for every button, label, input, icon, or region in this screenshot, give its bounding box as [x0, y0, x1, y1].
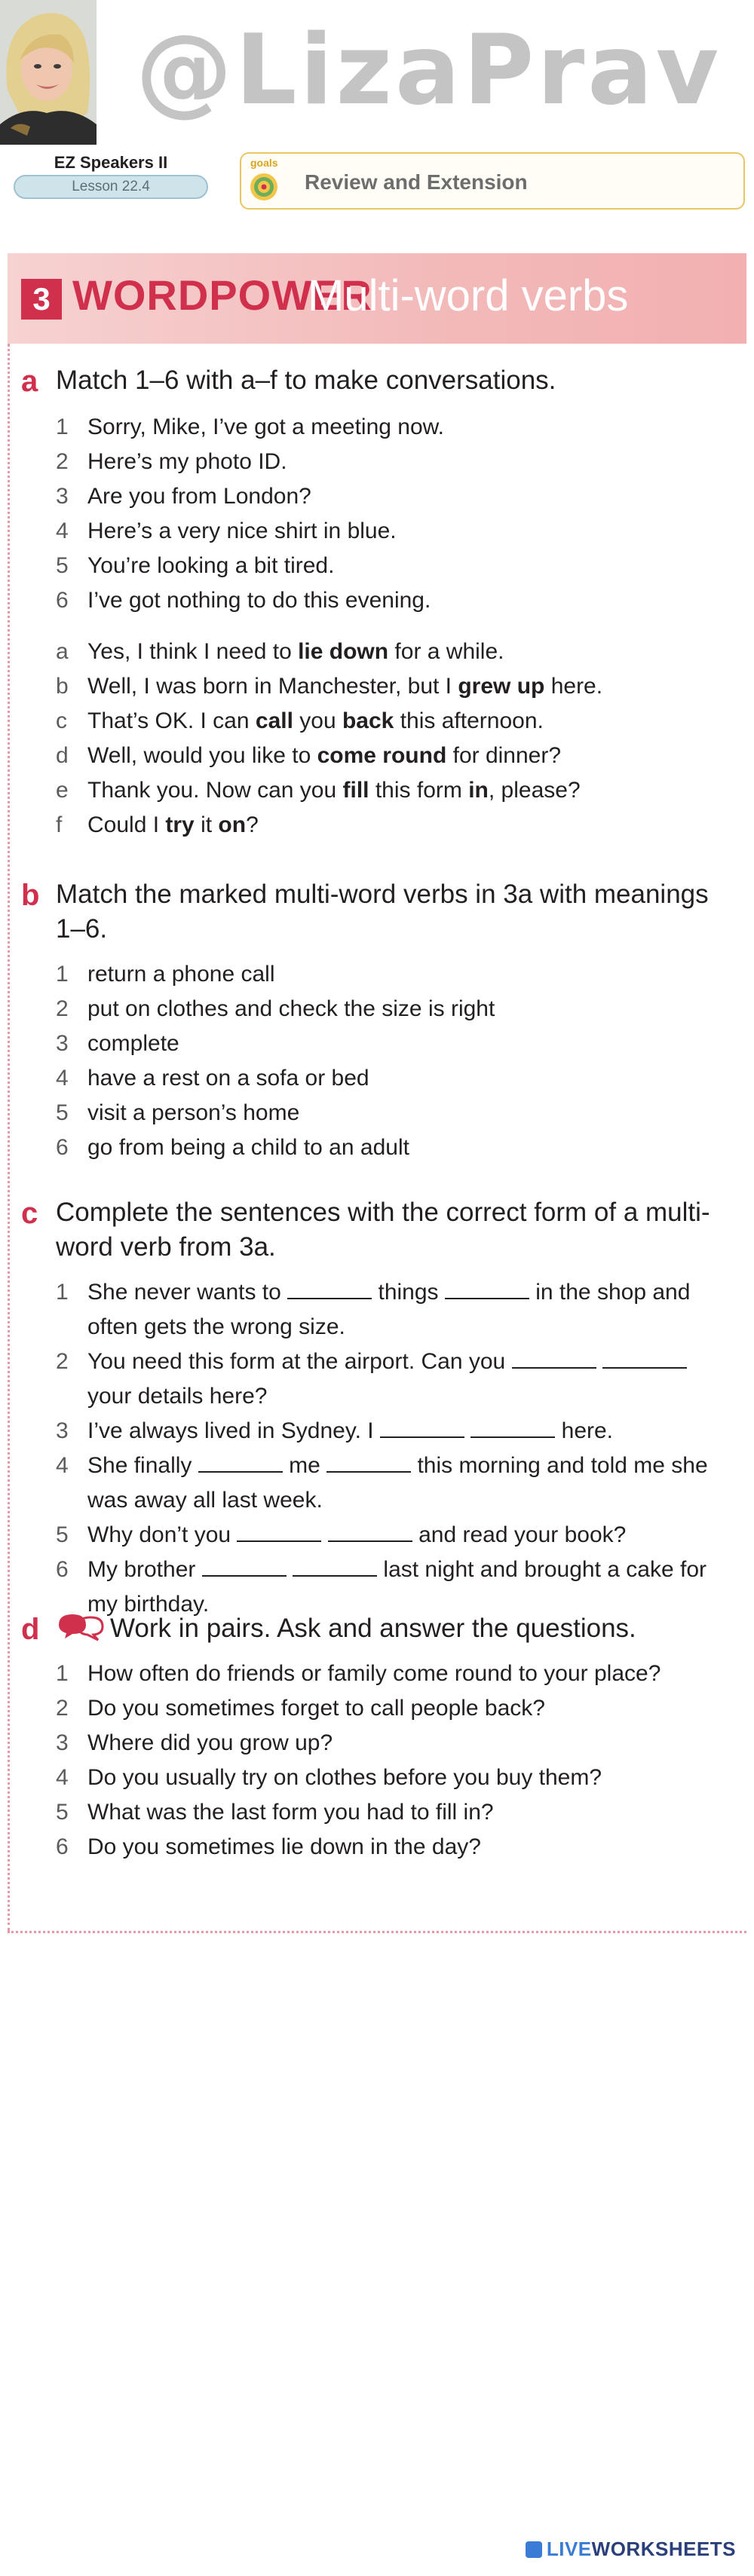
list-item: 2 Here’s my photo ID. [56, 449, 287, 474]
speech-bubbles-icon [56, 1611, 106, 1641]
list-item: 2 You need this form at the airport. Can you your details here? [56, 1345, 734, 1414]
answer-blank[interactable] [237, 1519, 321, 1542]
exercise-d-instruction-row [56, 1611, 734, 1646]
list-item: 4 have a rest on a sofa or bed [56, 1066, 369, 1091]
list-item: 4 Here’s a very nice shirt in blue. [56, 519, 397, 543]
list-item: 5 Why don’t you and read your book? [56, 1518, 734, 1553]
list-item: e Thank you. Now can you fill this form in, please? [56, 778, 581, 803]
answer-blank[interactable] [287, 1277, 372, 1299]
answer-blank[interactable] [470, 1415, 555, 1438]
goals-box [240, 152, 745, 210]
answer-blank[interactable] [512, 1346, 596, 1369]
answer-blank[interactable] [293, 1554, 377, 1577]
answer-blank[interactable] [202, 1554, 287, 1577]
list-item: 5 visit a person’s home [56, 1100, 300, 1125]
exercise-b-list [56, 957, 734, 1165]
list-item: f Could I try it on? [56, 812, 259, 837]
list-item: 4 Do you usually try on clothes before you buy them? [56, 1765, 602, 1790]
liveworksheets-logo: LIVEWORKSHEETS [526, 2538, 736, 2561]
list-item: a Yes, I think I need to lie down for a while. [56, 639, 504, 664]
goals-label: goals [250, 157, 278, 169]
list-item: 1 return a phone call [56, 962, 275, 987]
list-item: 1 How often do friends or family come round to your place? [56, 1661, 661, 1686]
list-item: 6 Do you sometimes lie down in the day? [56, 1834, 481, 1859]
exercise-a-instruction: Match 1–6 with a–f to make conversations. [56, 366, 556, 395]
list-item: 6 go from being a child to an adult [56, 1135, 409, 1160]
list-item: 3 Are you from London? [56, 484, 311, 509]
goals-title: Review and Extension [305, 170, 528, 194]
avatar-photo [0, 0, 97, 145]
list-item: d Well, would you like to come round for dinner? [56, 743, 562, 768]
answer-blank[interactable] [328, 1519, 412, 1542]
lesson-badge: Lesson 22.4 [14, 175, 208, 199]
list-item: 4 She finally me this morning and told me she was away all last week. [56, 1449, 734, 1518]
section-number: 3 [21, 279, 62, 320]
exercise-c-list [56, 1275, 734, 1622]
list-item: 1 She never wants to things in the shop and often gets the wrong size. [56, 1275, 734, 1345]
section-banner [8, 253, 746, 344]
exercise-a-lettered-list [56, 635, 734, 843]
target-icon [249, 172, 279, 202]
answer-blank[interactable] [445, 1277, 529, 1299]
teacher-avatar [0, 0, 97, 145]
answer-blank[interactable] [380, 1415, 464, 1438]
list-item: 2 Do you sometimes forget to call people back? [56, 1696, 545, 1721]
exercise-b-instruction: Match the marked multi-word verbs in 3a with meanings 1–6. [56, 880, 709, 944]
exercise-a-numbered-list [56, 410, 734, 618]
list-item: 1 Sorry, Mike, I’ve got a meeting now. [56, 415, 444, 439]
exercise-d-list [56, 1657, 734, 1865]
list-item: 6 I’ve got nothing to do this evening. [56, 588, 431, 613]
exercise-d-letter: d [21, 1613, 40, 1646]
section-border-left [8, 344, 10, 1931]
exercise-c-instruction: Complete the sentences with the correct form of a multi-word verb from 3a. [56, 1198, 710, 1262]
exercise-d-instruction: Work in pairs. Ask and answer the questions. [110, 1614, 636, 1643]
list-item: 3 Where did you grow up? [56, 1730, 333, 1755]
exercise-a-letter: a [21, 365, 38, 398]
course-name: EZ Speakers II [54, 153, 168, 172]
list-item: 2 put on clothes and check the size is right [56, 996, 495, 1021]
section-word: WORDPOWER [72, 271, 372, 319]
list-item: c That’s OK. I can call you back this afternoon. [56, 708, 544, 733]
liveworksheets-icon [526, 2541, 542, 2558]
section-title: Multi-word verbs [308, 271, 629, 320]
answer-blank[interactable] [198, 1450, 283, 1473]
list-item: 6 My brother last night and brought a cake for my birthday. [56, 1553, 734, 1622]
answer-blank[interactable] [602, 1346, 687, 1369]
list-item: 5 What was the last form you had to fill in? [56, 1800, 494, 1825]
list-item: b Well, I was born in Manchester, but I grew up here. [56, 674, 603, 699]
answer-blank[interactable] [326, 1450, 411, 1473]
watermark-handle: @LizaPrav [136, 14, 722, 127]
list-item: 3 complete [56, 1031, 179, 1056]
section-border-bottom [8, 1931, 746, 1933]
list-item: 5 You’re looking a bit tired. [56, 553, 335, 578]
exercise-c-letter: c [21, 1197, 38, 1230]
exercise-b-letter: b [21, 879, 40, 912]
list-item: 3 I’ve always lived in Sydney. I here. [56, 1414, 734, 1449]
